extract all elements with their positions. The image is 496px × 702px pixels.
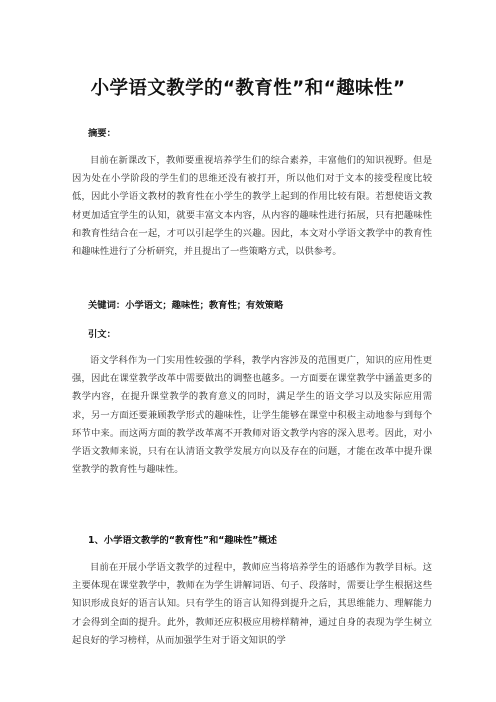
keywords-line: 关键词：小学语文；趣味性；教育性；有效策略 (88, 300, 284, 311)
intro-body (72, 352, 432, 479)
section-1-body (72, 559, 432, 650)
abstract-body (72, 152, 432, 261)
intro-heading: 引文： (88, 329, 116, 340)
abstract-heading: 摘要： (88, 128, 116, 139)
section-1-paragraph: 目前在开展小学语文教学的过程中，教师应当将培养学生的语感作为教学目标。这主要体现在课堂教学中，教师在为学生讲解词语、句子、段落时，需要让学生根据这些知识形成良好的语言认知。只有学生的语言认知得到提升之后，其思维能力、理解能力才会得到全面的提升。此外，教师还应积极应用榜样精神，通过自身的表现为学生树立起良好的学习榜样，从而加强学生对于语文知识的学 (72, 562, 432, 646)
intro-paragraph: 语文学科作为一门实用性较强的学科，教学内容涉及的范围更广，知识的应用性更强，因此在课堂教学改革中需要做出的调整也越多。一方面要在课堂教学中涵盖更多的教学内容，在提升课堂教学的教育意义的同时，满足学生的语文学习以及实际应用需求，另一方面还要兼顾教学形式的趣味性，让学生能够在课堂中积极主动地参与到每个环节中来。而这两方面的教学改革离不开教师对语文教学内容的深入思考。因此，对小学语文教师来说，只有在认清语文教学发展方向以及存在的问题，才能在改革中提升课堂教学的教育性与趣味性。 (72, 355, 432, 476)
abstract-paragraph: 目前在新课改下，教师要重视培养学生们的综合素养，丰富他们的知识视野。但是因为处在小学阶段的学生们的思维还没有被打开，所以他们对于文本的接受程度比较低，因此小学语文教材的教育性在小学生的教学上起到的作用比较有限。若想使语文教材更加适宜学生的认知，就要丰富文本内容，从内容的趣味性进行拓展，只有把趣味性和教育性结合在一起，才可以引起学生的兴趣。因此，本文对小学语文教学中的教育性和趣味性进行了分析研究，并且提出了一些策略方式，以供参考。 (72, 155, 432, 258)
document-title: 小学语文教学的“教育性”和“趣味性” (90, 78, 406, 99)
section-1-heading: 1、小学语文教学的“教育性”和“趣味性”概述 (88, 535, 277, 546)
